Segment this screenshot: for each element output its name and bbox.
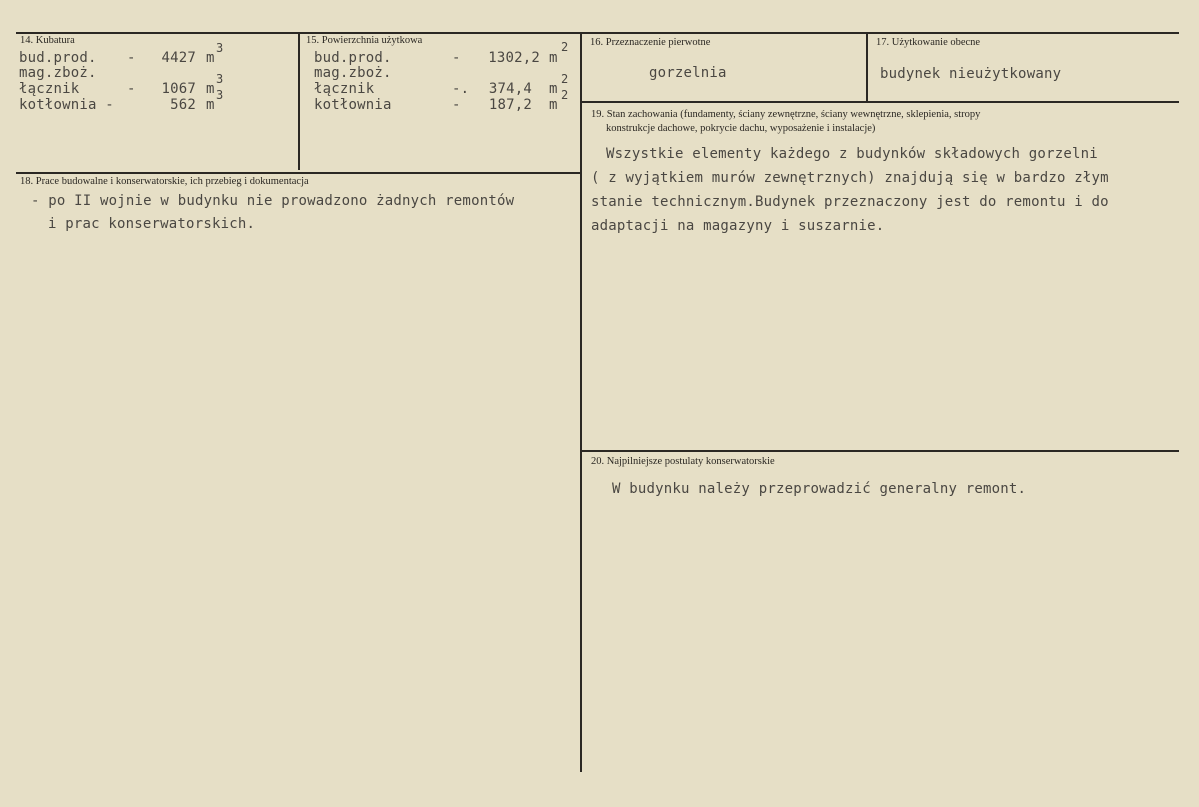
kubatura-row-value: 1067 (161, 81, 196, 97)
field-18-label: 18. Prace budowalne i konserwatorskie, ich przebieg i dokumentacja (20, 176, 309, 187)
field-18-line: i prac konserwatorskich. (48, 216, 256, 232)
area-row-exp: 2 (561, 72, 569, 86)
field-17-value: budynek nieużytkowany (880, 66, 1062, 82)
area-row-name: łącznik (314, 81, 375, 97)
area-row-dash: - (452, 97, 461, 113)
divider-16-17 (866, 34, 868, 102)
area-row-exp: 2 (561, 88, 569, 102)
rule-above-18 (16, 172, 580, 174)
kubatura-row-unit: m (206, 50, 215, 66)
kubatura-row-dash: - (127, 81, 136, 97)
field-19-line: ( z wyjątkiem murów zewnętrznych) znajdują się w bardzo złym (591, 170, 1109, 186)
kubatura-row-value: 4427 (161, 50, 196, 66)
area-row-name: kotłownia (314, 97, 392, 113)
area-row-value: 187,2 (488, 97, 532, 113)
field-20-value: W budynku należy przeprowadzić generalny remont. (612, 481, 1027, 497)
kubatura-row-dash: - (127, 50, 136, 66)
field-19-label-cont: konstrukcje dachowe, pokrycie dachu, wyposażenie i instalacje) (606, 123, 876, 134)
field-16-label: 16. Przeznaczenie pierwotne (590, 37, 711, 48)
field-19-label: 19. Stan zachowania (fundamenty, ściany zewnętrzne, ściany wewnętrzne, sklepienia, stropy (591, 109, 981, 120)
kubatura-row-name: kotłownia - (19, 97, 114, 113)
area-row-unit: m (549, 50, 558, 66)
area-row-exp: 2 (561, 40, 569, 54)
field-16-value: gorzelnia (649, 65, 727, 81)
kubatura-row-value: 562 (170, 97, 196, 113)
area-row-name: mag.zboż. (314, 65, 392, 81)
kubatura-row-exp: 3 (216, 88, 224, 102)
area-row-name: bud.prod. (314, 50, 392, 66)
field-20-label: 20. Najpilniejsze postulaty konserwatorskie (591, 456, 775, 467)
field-17-label: 17. Użytkowanie obecne (876, 37, 981, 48)
kubatura-row-name: bud.prod. (19, 50, 97, 66)
kubatura-row-exp: 3 (216, 72, 224, 86)
area-row-value: 1302,2 (488, 50, 540, 66)
main-vertical-divider (580, 34, 582, 772)
field-18-line: - po II wojnie w budynku nie prowadzono żadnych remontów (31, 193, 515, 209)
kubatura-row-unit: m (206, 97, 215, 113)
area-row-dash: -. (452, 81, 470, 97)
field-19-line: Wszystkie elementy każdego z budynków składowych gorzelni (606, 146, 1098, 162)
kubatura-row-unit: m (206, 81, 215, 97)
field-19-line: stanie technicznym.Budynek przeznaczony jest do remontu i do (591, 194, 1109, 210)
field-19-line: adaptacji na magazyny i suszarnie. (591, 218, 885, 234)
area-row-unit: m (549, 97, 558, 113)
rule-above-20 (582, 450, 1179, 452)
top-rule (16, 32, 1179, 34)
kubatura-row-exp: 3 (216, 41, 224, 55)
area-row-unit: m (549, 81, 558, 97)
divider-14-15 (298, 34, 300, 170)
field-15-label: 15. Powierzchnia użytkowa (306, 35, 423, 46)
area-row-value: 374,4 (488, 81, 532, 97)
field-14-label: 14. Kubatura (20, 35, 75, 46)
kubatura-row-name: łącznik (19, 81, 80, 97)
rule-under-16-17 (582, 101, 1179, 103)
kubatura-row-name: mag.zboż. (19, 65, 97, 81)
area-row-dash: - (452, 50, 461, 66)
